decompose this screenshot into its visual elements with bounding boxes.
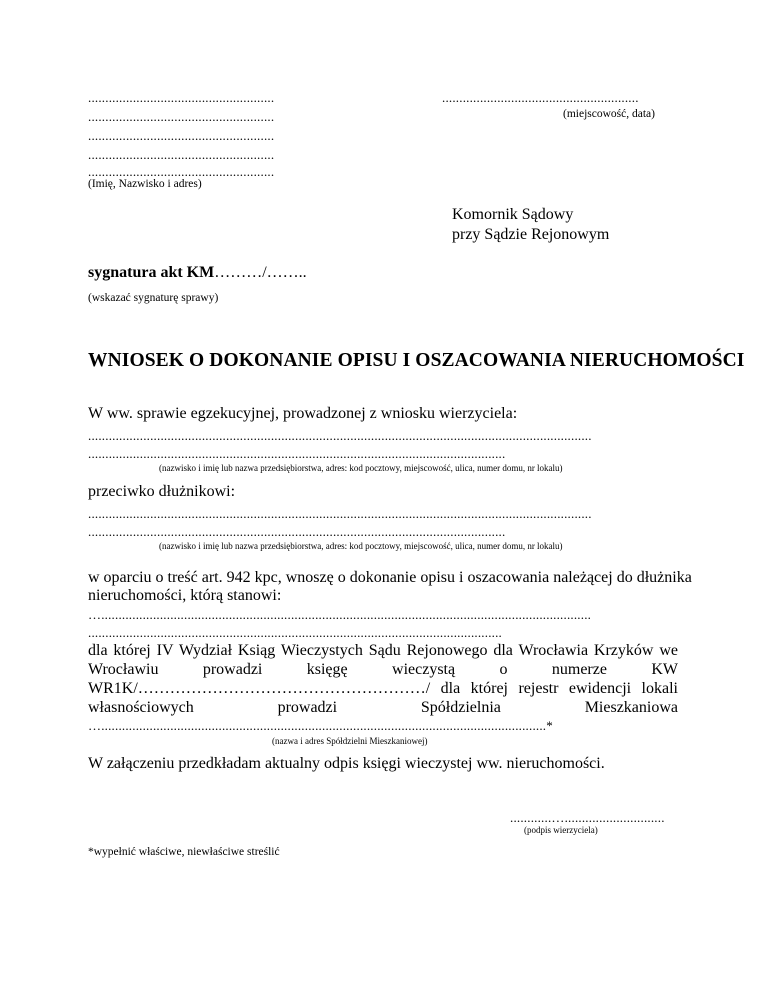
sender-line: ...................................................... xyxy=(88,90,275,105)
sender-caption: (Imię, Nazwisko i adres) xyxy=(88,178,202,190)
place-date-caption: (miejscowość, data) xyxy=(563,108,655,120)
request-text-line: nieruchomości, którą stanowi: xyxy=(88,587,282,604)
registry-line: WR1K/………………………………………………/ dla której rejestr ewidencji lokali xyxy=(88,680,678,697)
signature-line: ............…............................. xyxy=(510,810,665,825)
creditor-line: .................................................................................................................................................. xyxy=(88,428,592,443)
registry-line: Wrocławiu prowadzi księgę wieczystą o numerze KW xyxy=(88,661,678,678)
debtor-line: .................................................................................................................................................. xyxy=(88,506,592,521)
case-reference-hint: (wskazać sygnaturę sprawy) xyxy=(88,292,219,304)
signature-caption: (podpis wierzyciela) xyxy=(524,825,598,835)
debtor-caption: (nazwisko i imię lub nazwa przedsiębiorstwa, adres: kod pocztowy, miejscowość, ulica, numer domu, nr lokalu) xyxy=(159,541,563,551)
creditor-intro: W ww. sprawie egzekucyjnej, prowadzonej z wniosku wierzyciela: xyxy=(88,405,518,422)
place-date-line: ......................................................... xyxy=(442,90,639,105)
sender-line: ...................................................... xyxy=(88,164,275,179)
debtor-intro: przeciwko dłużnikowi: xyxy=(88,483,236,500)
debtor-line: ......................................................................................................................... xyxy=(88,524,506,539)
registry-line: własnościowych prowadzi Spółdzielnia Mieszkaniowa xyxy=(88,699,678,716)
property-line: ….............................................................................................................................................. xyxy=(88,607,592,622)
property-line: ........................................................................................................................ xyxy=(88,625,502,640)
footnote: *wypełnić właściwe, niewłaściwe streślić xyxy=(88,846,280,858)
addressee-line: Komornik Sądowy xyxy=(452,206,574,223)
case-reference xyxy=(88,264,307,282)
case-reference-label: sygnatura akt KM xyxy=(88,264,215,281)
sender-line: ...................................................... xyxy=(88,128,275,143)
sender-line: ...................................................... xyxy=(88,109,275,124)
creditor-caption: (nazwisko i imię lub nazwa przedsiębiorstwa, adres: kod pocztowy, miejscowość, ulica, numer domu, nr lokalu) xyxy=(159,463,563,473)
document-title: WNIOSEK O DOKONANIE OPISU I OSZACOWANIA NIERUCHOMOŚCI xyxy=(88,350,745,371)
sender-line: ...................................................... xyxy=(88,147,275,162)
case-reference-dots: ………/…….. xyxy=(214,264,307,281)
registry-line: dla której IV Wydział Ksiąg Wieczystych Sądu Rejonowego dla Wrocławia Krzyków we xyxy=(88,642,678,659)
creditor-line: ......................................................................................................................... xyxy=(88,446,506,461)
cooperative-caption: (nazwa i adres Spółdzielni Mieszkaniowej) xyxy=(272,736,428,746)
addressee-line: przy Sądzie Rejonowym xyxy=(452,226,610,243)
attachment-text: W załączeniu przedkładam aktualny odpis księgi wieczystej ww. nieruchomości. xyxy=(88,755,605,772)
request-text-line: w oparciu o treść art. 942 kpc, wnoszę o dokonanie opisu i oszacowania należącej do dłużnika xyxy=(88,569,692,586)
cooperative-line: ….................................................................................................................................* xyxy=(88,718,553,733)
